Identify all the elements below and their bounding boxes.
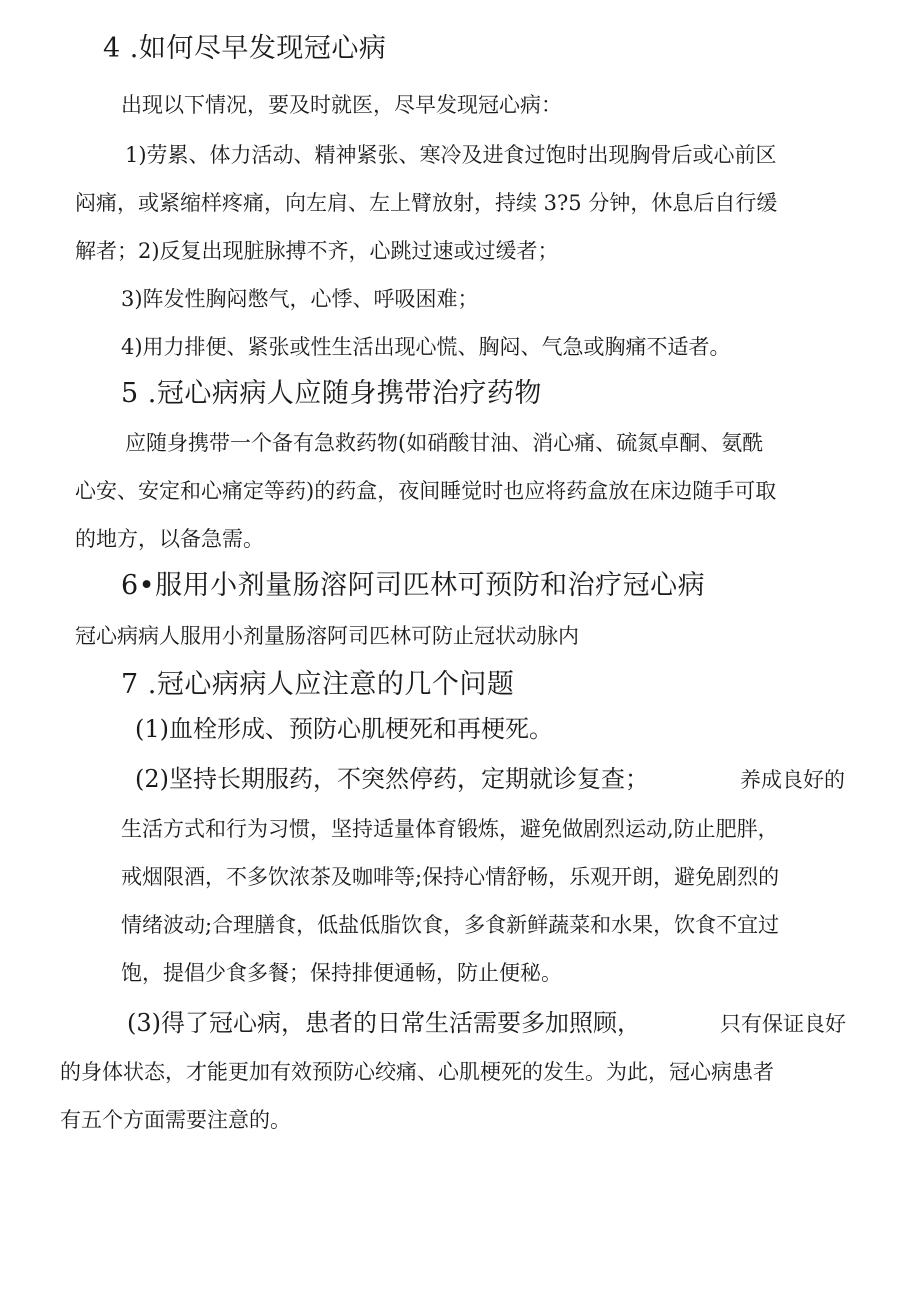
- section-7-item-1: (1)血栓形成、预防心肌梗死和再梗死。: [135, 715, 553, 743]
- section-4-line: 1)劳累、体力活动、精神紧张、寒冷及进食过饱时出现胸骨后或心前区: [125, 143, 777, 167]
- section-4-line: 闷痛，或紧缩样疼痛，向左肩、左上臂放射，持续 3?5 分钟，休息后自行缓: [75, 191, 778, 215]
- section-7-line: 生活方式和行为习惯，坚持适量体育锻炼，避免做剧烈运动,防止肥胖，: [121, 817, 779, 841]
- section-5-line: 的地方，以备急需。: [75, 527, 264, 551]
- section-7-heading: 7 .冠心病病人应注意的几个问题: [121, 669, 515, 700]
- section-7-line: 饱，提倡少食多餐；保持排便通畅，防止便秘。: [121, 961, 562, 985]
- section-7-item-3-cont: 只有保证良好: [720, 1012, 846, 1036]
- section-4-line: 4)用力排便、紧张或性生活出现心慌、胸闷、气急或胸痛不适者。: [121, 335, 731, 359]
- section-5-heading: 5 .冠心病病人应随身携带治疗药物: [121, 378, 542, 409]
- section-5-line: 应随身携带一个备有急救药物(如硝酸甘油、消心痛、硫氮卓酮、氨酰: [125, 431, 764, 455]
- section-4-heading: 4 .如何尽早发现冠心病: [103, 33, 387, 64]
- section-4-intro: 出现以下情况，要及时就医，尽早发现冠心病：: [121, 93, 562, 117]
- section-7-line: 的身体状态，才能更加有效预防心绞痛、心肌梗死的发生。为此，冠心病患者: [60, 1060, 774, 1084]
- section-6-line: 冠心病病人服用小剂量肠溶阿司匹林可防止冠状动脉内: [75, 624, 579, 648]
- section-7-item-3: (3)得了冠心病，患者的日常生活需要多加照顾，: [127, 1009, 641, 1037]
- section-7-item-2: (2)坚持长期服药，不突然停药，定期就诊复查；: [135, 765, 649, 793]
- section-6-heading: 6•服用小剂量肠溶阿司匹林可预防和治疗冠心病: [121, 570, 706, 601]
- section-7-line: 情绪波动;合理膳食，低盐低脂饮食，多食新鲜蔬菜和水果，饮食不宜过: [121, 913, 780, 937]
- section-7-line: 戒烟限酒，不多饮浓茶及咖啡等;保持心情舒畅，乐观开朗，避免剧烈的: [121, 865, 780, 889]
- section-4-line: 3)阵发性胸闷憋气，心悸、呼吸困难；: [121, 287, 479, 311]
- section-7-line: 有五个方面需要注意的。: [60, 1108, 291, 1132]
- section-4-line: 解者；2)反复出现脏脉搏不齐，心跳过速或过缓者；: [75, 239, 559, 263]
- section-5-line: 心安、安定和心痛定等药)的药盒，夜间睡觉时也应将药盒放在床边随手可取: [75, 479, 777, 503]
- section-7-item-2-cont: 养成良好的: [740, 768, 845, 792]
